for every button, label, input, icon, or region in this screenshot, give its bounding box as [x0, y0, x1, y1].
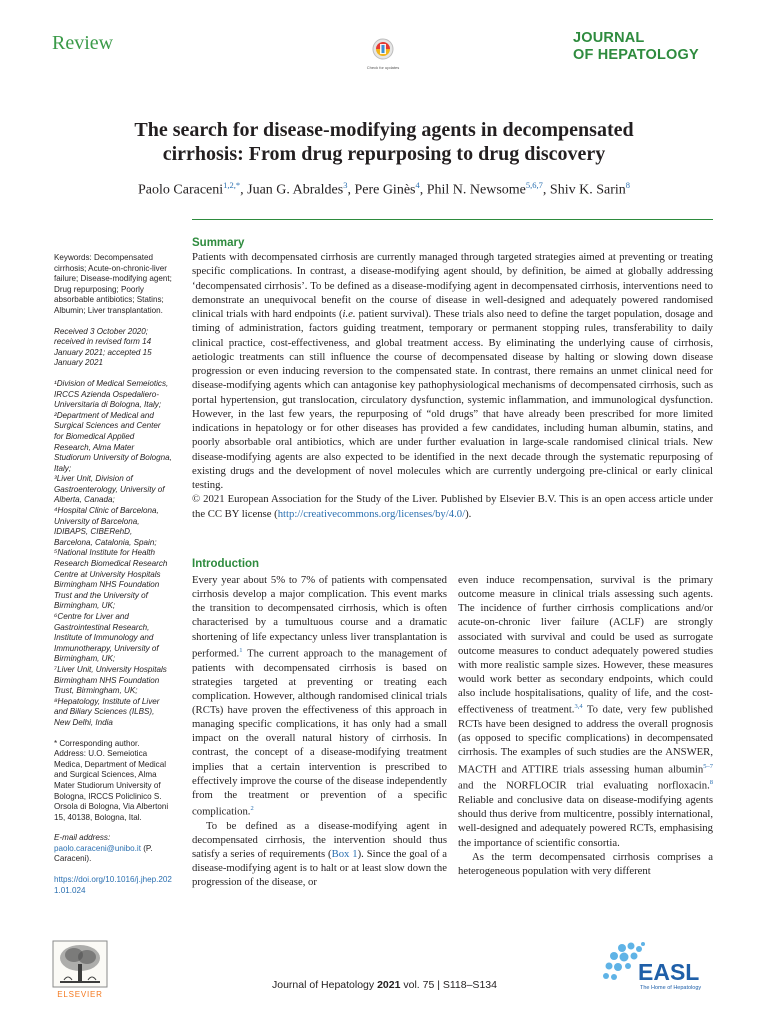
affiliations: [54, 379, 172, 729]
affiliation-item: ³Liver Unit, Division of Gastroenterology, University of Alberta, Canada;: [54, 474, 165, 505]
body-column-left: [192, 573, 447, 890]
publisher-name: ELSEVIER: [57, 990, 103, 999]
article-title: [60, 118, 708, 166]
author-separator: ,: [240, 182, 248, 198]
affiliation-item: ⁴Hospital Clinic of Barcelona, University of Barcelona, IDIBAPS, CIBERehD, Barcelona, Catalonia, Spain;: [54, 506, 159, 547]
doi-link[interactable]: https://doi.org/10.1016/j.jhep.2021.01.024: [54, 875, 172, 895]
journal-name-line2: OF HEPATOLOGY: [573, 47, 699, 63]
paragraph: [192, 573, 447, 819]
paragraph-text: and the NORFLOCIR trial evaluating norfloxacin.: [458, 779, 710, 792]
author-name: Paolo Caraceni: [138, 182, 224, 198]
paragraph-text: To be defined as a disease-modifying agent in decompensated cirrhosis, the intervention should thus satisfy a series of requirements (: [192, 819, 447, 861]
author-separator: ,: [347, 182, 355, 198]
author-name: Juan G. Abraldes: [247, 182, 344, 198]
author-name: Shiv K. Sarin: [549, 182, 626, 198]
citation-journal: Journal of Hepatology: [272, 979, 378, 991]
paragraph-text: To date, very few published RCTs have been designed to address the overall prognosis (as opposed to specific complications) in decompensated cirrhosis. The examples of such studies are the ANSWER, MACTH and ATTIRE trials assessing human albumin: [458, 703, 713, 776]
email-label: E-mail address:: [54, 833, 111, 843]
easl-tagline: The Home of Hepatology: [640, 985, 702, 991]
summary-text-b: patient survival). These trials also need to define the target population, dosage and timing of administration, factors guiding treatment, temporary or permanent stopping rules, transferability to daily clinical practice, cost-effectiveness, and global treatment access. By eliminating the underlying cause of cirrhosis, aetiologic treatments can still influence the course of decompensated disease by halting or slowing down disease progression or even inducing reversion to the compensated state. In contrast, there remains an unmet clinical need for disease-modifying agents which can antagonise key pathophysiological mechanisms of decompensated cirrhosis, such as portal hypertension, gut translocation, circulatory dysfunction, systemic inflammation, and immunological dysfunction. However, in the last few years, the repurposing of “old drugs” that have already been prescribed for more limited indications in hepatology or for other diseases has provided a few candidates, including human albumin, statins, and poorly absorbable oral antibiotics, which are under further evaluation in large-scale randomised clinical trials. New disease-modifying agents are also expected to be identified in the next decade through the systematic repurposing of existing drugs and the development of novel molecules which are currently undergoing pre-clinical or early clinical testing.: [192, 308, 713, 491]
article-dates: Received 3 October 2020; received in revised form 14 January 2021; accepted 15 January 2021: [54, 326, 152, 368]
affiliation-item: ⁸Hepatology, Institute of Liver and Biliary Sciences (ILBS), New Delhi, India: [54, 696, 160, 727]
email-suffix: (P. Caraceni).: [54, 843, 153, 864]
author-list: [40, 180, 728, 199]
box-link[interactable]: Box 1: [331, 848, 358, 861]
paragraph-text: As the term decompensated cirrhosis comprises a heterogeneous population with very different: [458, 850, 713, 877]
affiliation-item: ⁵National Institute for Health Research Biomedical Research Centre at University Hospitals Birmingham NHS Foundation Trust and the University of Birmingham, UK;: [54, 548, 168, 611]
paragraph: [458, 850, 713, 878]
citation-volume: vol. 75 | S118–S134: [400, 979, 497, 991]
title-line-2: cirrhosis: From drug repurposing to drug discovery: [162, 143, 606, 165]
divider: [192, 219, 713, 220]
crossmark-icon[interactable]: [366, 36, 400, 74]
paragraph: [458, 573, 713, 850]
section-label: Review: [52, 32, 114, 54]
paragraph-text: The current approach to the management of patients with decompensated cirrhosis is based on strategies targeted at preventing or treating each complication. However, although randomised clinical trials (RCTs) have proven the effectiveness of this approach in managing specific complications, it has only had a small impact on the overall natural history of cirrhosis. In contrast, the concept of a disease-modifying treatment implies that a certain intervention is prescribed to effectively improve the course of the disease independently from the treatment or prevention of a specific complication.: [192, 647, 447, 818]
affiliation-item: ¹Division of Medical Semeiotics, IRCCS Azienda Ospedaliero-Universitaria di Bologna, Italy;: [54, 378, 169, 410]
email-link[interactable]: paolo.caraceni@unibo.it: [54, 843, 141, 853]
title-line-1: The search for disease-modifying agents in decompensated: [134, 119, 634, 141]
article-sidebar: [54, 253, 172, 906]
citation-ref[interactable]: 1: [239, 646, 243, 654]
author-affiliation-ref[interactable]: 4: [415, 180, 420, 190]
copyright-text: © 2021 European Association for the Study of the Liver. Published by Elsevier B.V. This is an open access article under the CC BY license (: [192, 493, 713, 520]
paragraph-text: Every year about 5% to 7% of patients with compensated cirrhosis develop a major complication. This event marks the transition to decompensated cirrhosis, which is often characterised by a tumultuous course and a dramatic shortening of life expectancy unless liver transplantation is performed.: [192, 574, 447, 660]
license-link[interactable]: http://creativecommons.org/licenses/by/4.0/: [277, 507, 466, 520]
citation-year: 2021: [377, 979, 401, 991]
author-affiliation-ref[interactable]: 3: [343, 180, 348, 190]
summary-text-a: Patients with decompensated cirrhosis are currently managed through targeted strategies aimed at preventing or treating specific complications. In contrast, a disease-modifying agent should, by definition, be aimed at globally addressing ‘decompensated cirrhosis’. To be defined as a disease-modifying agent in decompensated cirrhosis, interventions need to demonstrate an unequivocal benefit on the course of disease in well-designed and adequately powered randomised clinical trials with hard endpoints (: [192, 251, 713, 320]
paragraph-text: ). Since the goal of a disease-modifying agent is to halt or at least slow down the progression of the disease, or: [192, 848, 447, 889]
copyright-notice: [192, 492, 713, 521]
copyright-end: ).: [465, 507, 472, 520]
paragraph-text: even induce recompensation, survival is the primary outcome measure in clinical trials assessing such agents. The incidence of further cirrhosis complications and/or acute-on-chronic liver failure (ACLF) are strongly associated with survival and could be used as surrogate outcome measures to conduct adequately powered studies with more realistic sample sizes. However, these measures would work better as secondary endpoints, which could also include hospitalisations, quality of life, and the cost-effectiveness of treatment.: [458, 574, 713, 716]
summary-ie: i.e.: [342, 308, 356, 320]
crossmark-caption: Check for updates: [366, 65, 400, 70]
easl-dots-icon: [600, 940, 720, 992]
keywords: Keywords: Decompensated cirrhosis; Acute-on-chronic-liver failure; Disease-modifying agent; Drug repurposing; Poorly absorbable antibiotics; Statins; Albumin; Liver transplantation.: [54, 253, 172, 315]
body-column-right: [458, 573, 713, 878]
corresponding-author: * Corresponding author. Address: U.O. Semeiotica Medica, Department of Medical and Surgical Sciences, Alma Mater Studiorum University of Bologna, IRCCS Policlinico S. Orsola di Bologna, Via Albertoni 15, 40138, Bologna, Ital.: [54, 738, 169, 822]
citation-ref[interactable]: 2: [250, 805, 254, 813]
paragraph-text: Reliable and conclusive data on disease-modifying agents should thus derive from multicentre, possibly international, well-designed and adequately powered RCTs, emphasising the importance of scientific consortia.: [458, 794, 713, 849]
easl-logo: [600, 940, 720, 992]
journal-name-line1: JOURNAL: [573, 30, 645, 46]
author-name: Phil N. Newsome: [426, 182, 526, 198]
introduction-heading: Introduction: [192, 558, 260, 570]
elsevier-tree-icon: [52, 940, 108, 988]
summary-body: [192, 250, 713, 521]
journal-logo: [573, 30, 713, 64]
citation-ref[interactable]: 5–7: [703, 762, 713, 770]
author-separator: ,: [542, 182, 550, 198]
summary-heading: Summary: [192, 237, 245, 249]
author-affiliation-ref[interactable]: 1,2,*: [223, 180, 241, 190]
affiliation-item: ⁶Centre for Liver and Gastrointestinal Research, Institute of Immunology and Immunotherapy, University of Birmingham, UK;: [54, 612, 159, 664]
email-block: [54, 833, 172, 865]
author-affiliation-ref[interactable]: 5,6,7: [525, 180, 543, 190]
author-affiliation-ref[interactable]: 8: [625, 180, 630, 190]
author-name: Pere Ginès: [354, 182, 416, 198]
summary-paragraph: [192, 250, 713, 492]
affiliation-item: ⁷Liver Unit, University Hospitals Birmingham NHS Foundation Trust, Birmingham, UK;: [54, 664, 167, 696]
easl-name: EASL: [638, 959, 700, 985]
citation-ref[interactable]: 8: [709, 779, 713, 787]
citation-ref[interactable]: 3,4: [574, 703, 583, 711]
author-separator: ,: [419, 182, 427, 198]
affiliation-item: ²Department of Medical and Surgical Sciences and Center for Biomedical Applied Research, Alma Mater Studiorum University of Bologna, Italy;: [54, 410, 172, 473]
footer-citation: [272, 979, 497, 991]
paragraph: [192, 819, 447, 890]
